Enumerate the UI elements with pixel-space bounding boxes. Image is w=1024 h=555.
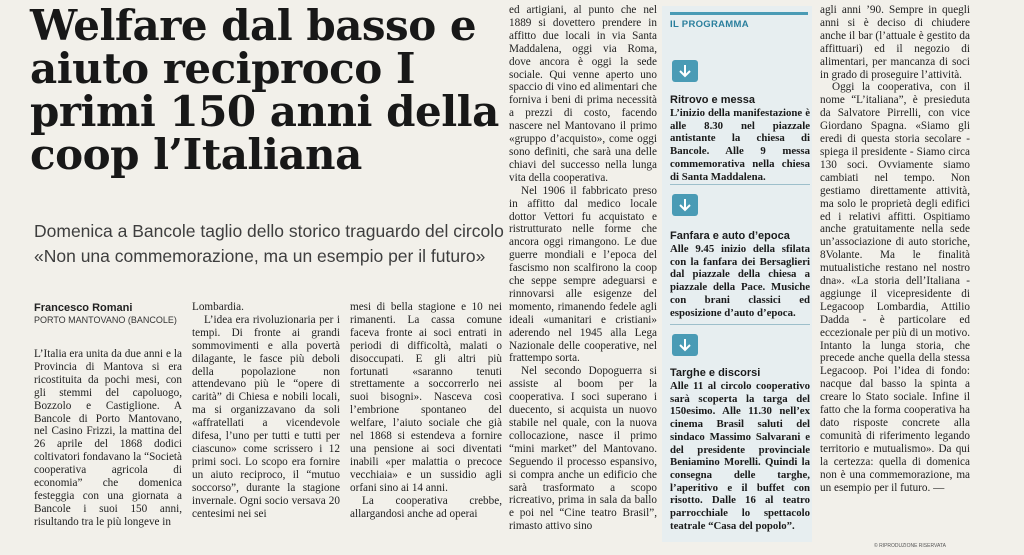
divider: [670, 324, 810, 325]
paragraph: ed artigiani, al punto che nel 1889 si dovettero prendere in affitto due locali in via Santa Maddalena, oggi via Roma, dove ancora è oggi la sede sociale. Qui venne aperto uno spaccio di vino ed alimentari che forniva i beni di prima necessità a prezzi di costo, facendo nascere nel Mantovano il primo «gruppo d’acquisto», come oggi sono definiti, che sarà una delle chiavi del successo nella lunga vita della cooperativa.: [509, 4, 657, 184]
paragraph: Nel 1906 il fabbricato preso in affitto dal medico locale dottor Vettori fu acquistato e ristrutturato nelle forme che ancora oggi rimangono. Le due guerre mondiali e l’epoca del fascismo non scalfirono la coop che seppe sempre adeguarsi e rinnovarsi alle esigenze del momento, rimanendo fedele agli ideali «umanitari e cristiani» aderendo nel 1945 alla Lega Nazionale delle cooperative, nel frattempo sorta.: [509, 184, 657, 365]
arrow-down-icon: [672, 60, 698, 82]
arrow-down-icon: [672, 194, 698, 216]
program-section-targhe: [670, 367, 810, 532]
paragraph: L’idea era rivoluzionaria per i tempi. Di fronte ai grandi sommovimenti e alla povertà dilagante, le fasce più deboli della popolazione non attendevano più le “opere di carità” di Chiesa e nobili locali, ma si organizzavano da soli «affratellati a vicendevole difesa, l’uno per tutti e tutti per ciascuno» come scrissero i 12 primi soci. Lo scopo era fornire un aiuto reciproco, il “mutuo soccorso”, durante la stagione invernale. Ogni socio versava 20 centesimi nei sei: [192, 313, 340, 520]
subtitle: Domenica a Bancole taglio dello storico traguardo del circolo «Non una commemorazione, ma un esempio per il futuro»: [34, 221, 504, 266]
article-column-2: [192, 301, 340, 520]
program-sidebar: [662, 6, 812, 542]
paragraph: L’Italia era unita da due anni e la Provincia di Mantova si era ricostituita da pochi mesi, con gli stemmi del capoluogo, Bozzolo e Castiglione. A Bancole di Porto Mantovano, nel Casino Frizzi, la mattina del 26 aprile del 1868 dodici coltivatori fondavano la “Società cooperativa agricola di economia” che domenica festeggia con una giornata a Bancole i suoi 150 anni, risultando tra le più longeve in: [34, 348, 182, 528]
program-section-text: L’inizio della manifestazione è alle 8.30 nel piazzale antistante la chiesa di Bancole. Alle 9 messa commemorativa nella chiesa di Santa Maddalena.: [670, 107, 810, 183]
dateline-location: PORTO MANTOVANO (BANCOLE): [34, 315, 177, 325]
program-section-fanfara: [670, 230, 810, 319]
program-section-title: Targhe e discorsi: [670, 367, 761, 379]
program-section-text: Alle 9.45 inizio della sfilata con la fanfara dei Bersaglieri dal piazzale della chiesa a piazzale della Pace. Musiche con brani classici ed esposizione d’auto d’epoca.: [670, 243, 810, 319]
program-section-title: Ritrovo e messa: [670, 94, 755, 106]
paragraph: Lombardia.: [192, 301, 244, 313]
paragraph: agli anni ’90. Sempre in quegli anni si è deciso di chiudere anche il bar (l’attuale è gestito da affittuari) ed il negozio di alimentari, per mancanza di soci in grado di proseguire l’attività.: [820, 4, 970, 81]
program-section-text: Alle 11 al circolo cooperativo sarà scoperta la targa del 150esimo. Alle 11.30 nell’ex cinema Brasil saluti del sindaco Massimo Salvarani e del presidente provinciale Beniamino Morelli. Quindi la consegna delle targhe, l’aperitivo e il buffet con risotto. Dalle 16 al teatro parrocchiale lo spettacolo teatrale “Casa del popolo”.: [670, 380, 810, 532]
article-column-6: [820, 4, 970, 494]
byline: [34, 302, 194, 325]
copyright-notice: © RIPRODUZIONE RISERVATA: [874, 543, 946, 549]
arrow-down-icon: [672, 334, 698, 356]
paragraph: mesi di bella stagione e 10 nei rimanenti. La cassa comune faceva fronte ai soci entrati in periodi di difficoltà, malati o disoccupati. E gli altri più fortunati «saranno tenuti strettamente a soccorrerlo nei suoi bisogni». Nasceva così l’embrione spontaneo del welfare, l’aiuto sociale che già nel 1868 si estendeva a fornire una pensione ai soci diventati inabili «per malattia o precoce vecchiaia» e un sussidio agli orfani sino ai 14 anni.: [350, 301, 502, 494]
program-header: IL PROGRAMMA: [670, 12, 808, 30]
article-column-1: [34, 348, 182, 529]
author: Francesco Romani: [34, 302, 133, 314]
paragraph: Oggi la cooperativa, con il nome “L’italiana”, è presieduta da Salvatore Pirrelli, con vice Giordano Spagna. «Siamo gli eredi di questa storia secolare - spiega il presidente - Siamo circa 130 soci. Ovviamente siamo cambiati nel tempo. Non gestiamo direttamente attività, ma solo le proprietà degli edifici ed i relativi affitti. Ospitiamo anche gratuitamente nella sede un’associazione di auto storiche, 8Volante. Ma le finalità mutualistiche restano nel nostro dna». «La storia dell’Italiana - aggiunge il vicepresidente di Legacoop Lombardia, Attilio Dadda - è particolare ed eccezionale per più di un motivo. Intanto la lunga storia, che precede anche quella della stessa Legacoop. Poi l’idea di fondo: nacque dal basso la spinta a creare lo Stato sociale. Infine il fatto che la forma cooperativa ha dato risposte concrete alla comunità di riferimento legando territorio e mutualismo». Da qui la certezza: quella di domenica non è una commemorazione, ma un esempio per il futuro. —: [820, 81, 970, 494]
program-section-title: Fanfara e auto d’epoca: [670, 230, 790, 242]
article-column-3: [350, 301, 502, 520]
divider: [670, 184, 810, 185]
paragraph: Nel secondo Dopoguerra si assiste al boom per la cooperativa. I soci superano i duecento, si acquista un nuovo stabile nel quale, con la nuova collocazione, nasce il primo “mini market” del Mantovano. Seguendo il processo espansivo, si compra anche un edificio che sarà trasformato a scopo ricreativo, prima in sala da ballo e poi nel “Cine teatro Brasil”, rimasto attivo sino: [509, 365, 657, 533]
paragraph: La cooperativa crebbe, allargandosi anche ad operai: [350, 494, 502, 520]
article-column-4: [509, 4, 657, 533]
program-section-ritrovo: [670, 94, 810, 183]
headline: Welfare dal basso e aiuto reciproco I primi 150 anni della coop l’Italiana: [30, 1, 499, 179]
